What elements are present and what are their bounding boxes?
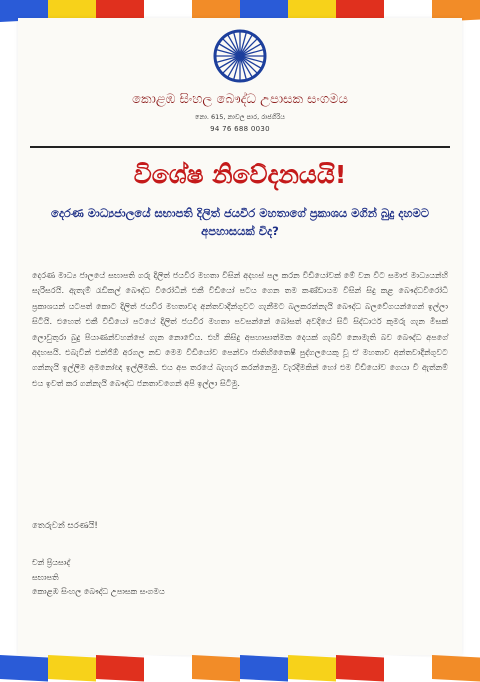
org-phone: 94 76 688 0030 bbox=[210, 125, 270, 133]
closing-line: තෙරුවන් සරණයි! bbox=[32, 521, 98, 531]
signatory-name: චන් ප්‍රියසාද් bbox=[32, 558, 70, 567]
notice-document bbox=[18, 18, 462, 655]
body-paragraph: දෙරණ මාධ්‍ය ජාලයේ සභාපති ගරු දිලිත් ජයවීර මහතා විසින් අදහස් පල කරන විඩියෝවක් මේ වන විට සමාජ මාධ්‍යයන්හි සැරිසරයි. ඇතැම් රැඩිකල් බෞද්ධ විරෝධීන් එකී විඩියෝ පටය ගෙන තම කණ්ඩායම විසින් සිදු කළ බෞද්ධවිරෝධී ප්‍රකාශයන් යටපත් කොට දිලිත් ජයවීර මහතාවද අන්තවාදීන්ගුවට ගැනීමට බලකරන්නැයි බෞද්ධ බලවේගයන්ගෙන් ඉල්ලා සිටියි. එහෙත් එකී විඩියෝ පටයේ දිලිත් ජයවීර මහතා පවසන්නේ බෝසත් අවදියේ සිටි සිද්ධාර්ථ කුමරු ගැන මිසක් ලොවුතුරා බුදු පියාණන්වහන්සේ ගැන නොවේය. එහි කිසිදු අපහාසාත්මක දෙයක් ගැබ්වී නොමැති බව බෞද්ධ අපගේ අදහසයි. එබැවින් එන්ජිඕ අරගල නඩ මෙම විඩියෝව පෙන්වා ජාතිහිතෛෂී පුද්ගලයෙකු වූ ඒ මහතාව අන්තවාදීන්ගුවට ගන්නැයි ඉල්ලීම අමනෝඥ ඉල්ලීමකි. එය අප තරයේ බැහැර කරන්නෙමු. වැරදීමකින් හෝ එම විඩියෝව ගෙයා වී ඇත්නම් එය ඉවත් කර ගන්නැයි බෞද්ධ ජනතාවගෙන් අපි ඉල්ලා සිටිමු. bbox=[32, 270, 448, 388]
signature-block bbox=[32, 556, 165, 600]
headline: විශේෂ නිවේදනයයි! bbox=[133, 160, 347, 189]
dharma-chakra-icon bbox=[212, 28, 268, 84]
subhead: දෙරණ මාධ්‍යජාලයේ සභාපති දිලිත් ජයවීර මහතාගේ ප්‍රකාශය මගින් බුදු දහමට අපහාසයක් විද? bbox=[50, 206, 430, 238]
buddhist-flag-band-bottom bbox=[0, 655, 480, 679]
org-name: කොළඹ සිංහල බෞද්ධ උපාසක සංගමය bbox=[132, 92, 348, 107]
signatory-org: කොළඹ සිංහල බෞද්ධ උපාසක සංගමය bbox=[32, 587, 165, 596]
signatory-title: සභාපති bbox=[32, 572, 59, 582]
org-address: නො. 615, නාවල පාර, රාජගිරිය bbox=[195, 113, 285, 121]
logo bbox=[18, 28, 462, 84]
header-divider bbox=[30, 146, 450, 148]
